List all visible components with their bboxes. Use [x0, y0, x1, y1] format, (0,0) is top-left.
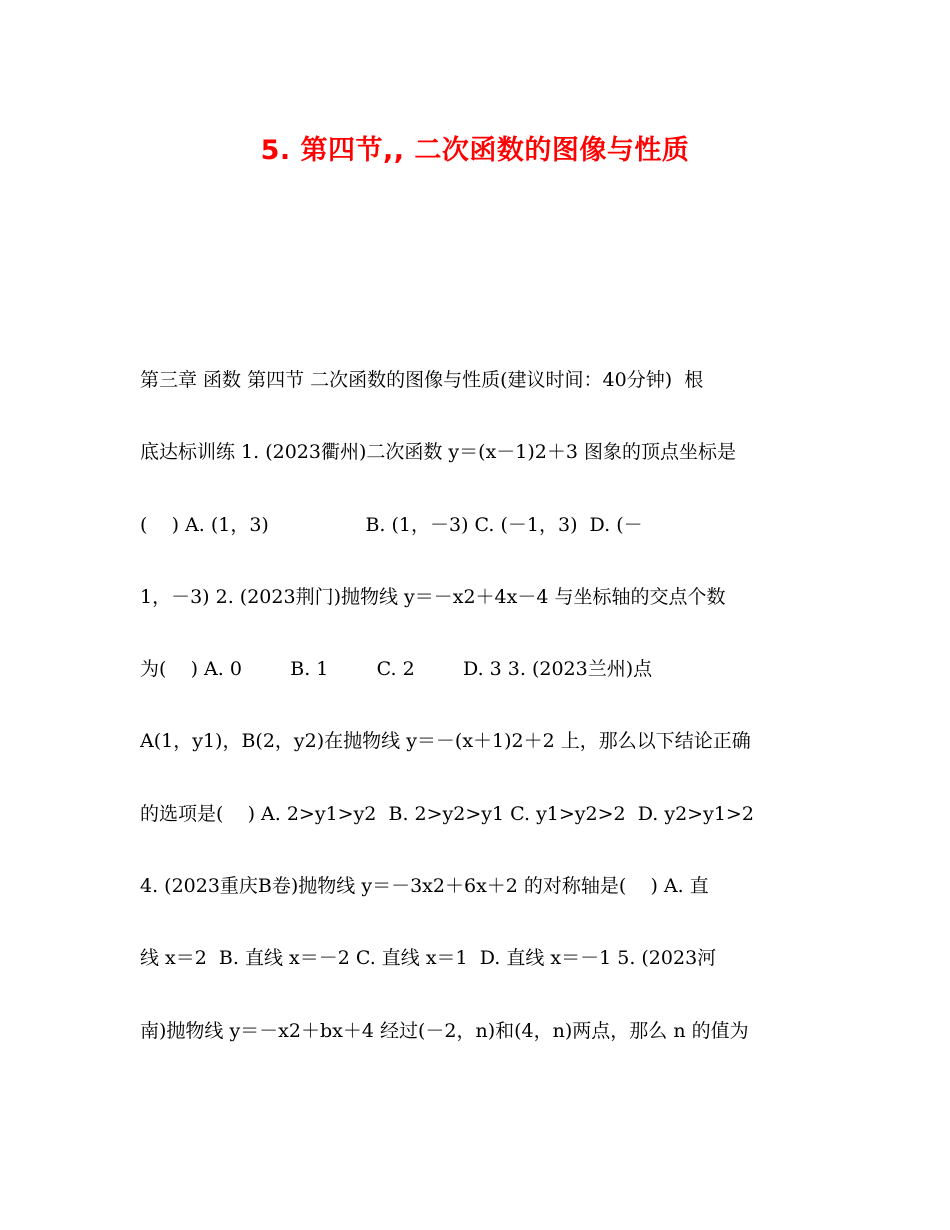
- text-line: 为( ) A. 0 B. 1 C. 2 D. 3 3. (2023兰州)点: [140, 658, 653, 681]
- text-line: A(1，y1)，B(2，y2)在抛物线 y＝－(x＋1)2＋2 上，那么以下结论正确: [140, 730, 751, 753]
- text-line: 南)抛物线 y＝－x2＋bx＋4 经过(－2，n)和(4，n)两点，那么 n 的值为: [140, 1019, 749, 1042]
- text-line: ( ) A. (1，3) B. (1，－3) C. (－1，3) D. (－: [140, 513, 643, 536]
- document-body: [140, 362, 820, 1085]
- text-line: 4. (2023重庆B卷)抛物线 y＝－3x2＋6x＋2 的对称轴是( ) A. 直: [140, 875, 709, 898]
- text-line: 1，－3) 2. (2023荆门)抛物线 y＝－x2＋4x－4 与坐标轴的交点个数: [140, 585, 726, 608]
- text-line: 第三章 函数 第四节 二次函数的图像与性质(建议时间：40分钟) 根: [140, 369, 704, 391]
- text-line: 的选项是( ) A. 2>y1>y2 B. 2>y2>y1 C. y1>y2>2 D. y2>y1>2: [140, 802, 754, 825]
- page-title: 5. 第四节,, 二次函数的图像与性质: [260, 135, 690, 166]
- text-line: 线 x＝2 B. 直线 x＝－2 C. 直线 x＝1 D. 直线 x＝－1 5. (2023河: [140, 947, 717, 970]
- text-line: 底达标训练 1. (2023衢州)二次函数 y＝(x－1)2＋3 图象的顶点坐标是: [140, 441, 737, 464]
